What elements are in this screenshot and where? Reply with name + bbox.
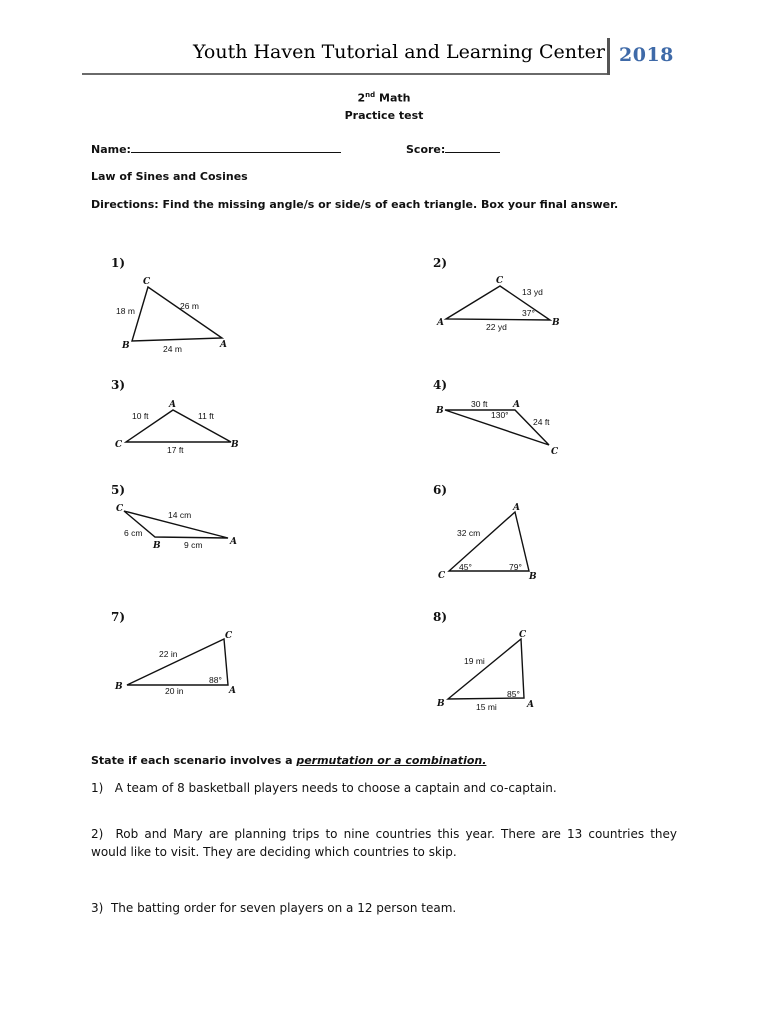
vertex-label: B [552,318,560,328]
vertex-label: A [220,340,227,350]
name-label: Name: [91,143,131,156]
triangle-4 [434,395,569,460]
side-label: 9 cm [184,540,203,550]
side-label: 32 cm [457,528,481,538]
angle-label: 88° [209,675,222,685]
triangle-3 [112,395,247,460]
header-divider [607,38,610,75]
side-label: 13 yd [522,287,543,297]
problem-number: 7) [111,610,126,624]
vertex-label: A [527,700,534,710]
vertex-label: A [230,537,237,547]
problem-number: 1) [111,256,126,270]
section-title: Law of Sines and Cosines [91,170,248,183]
side-label: 19 mi [464,656,485,666]
side-label: 18 m [116,306,135,316]
vertex-label: B [122,341,130,351]
angle-label: 79° [509,562,522,572]
triangle-8 [434,627,569,717]
side-label: 11 ft [198,411,214,421]
vertex-label: B [437,699,445,709]
angle-label: 85° [507,689,520,699]
triangle-1 [110,272,240,357]
triangle-6 [434,500,569,590]
vertex-label: A [513,503,520,513]
angle-label: 37° [522,308,535,318]
vertex-label: C [519,630,527,640]
problem-number: 8) [433,610,448,624]
side-label: 24 ft [533,417,550,427]
side-label: 17 ft [167,445,184,455]
side-label: 20 in [165,686,184,696]
section2-prefix: State if each scenario involves a [91,754,297,767]
subject-name: Math [375,91,411,105]
triangle-2 [434,272,569,337]
vertex-label: A [437,318,444,328]
scenario-item: 2) Rob and Mary are planning trips to nine countries this year. There are 13 countries they would like to visit. They are deciding which countries to skip. [91,827,677,859]
angle-label: 45° [459,562,472,572]
vertex-label: B [436,406,444,416]
header-year: 2018 [619,44,674,66]
vertex-label: C [551,447,559,457]
score-field[interactable] [406,142,500,156]
vertex-label: C [116,504,124,514]
problem-number: 4) [433,378,448,392]
side-label: 30 ft [471,399,488,409]
name-blank[interactable] [131,142,341,153]
vertex-label: B [231,440,239,450]
problem-number: 3) [111,378,126,392]
side-label: 26 m [180,301,199,311]
vertex-label: A [229,686,236,696]
scenario-item: 1) A team of 8 basketball players needs to choose a captain and co-captain. [91,781,557,795]
side-label: 15 mi [476,702,497,712]
grade-number: 2 [357,91,366,105]
vertex-label: C [115,440,123,450]
vertex-label: B [153,541,161,551]
angle-label: 130° [491,410,509,420]
vertex-label: A [169,400,176,410]
side-label: 22 yd [486,322,507,332]
side-label: 10 ft [132,411,149,421]
vertex-label: A [513,400,520,410]
vertex-label: C [143,277,151,287]
side-label: 24 m [163,344,182,354]
directions: Directions: Find the missing angle/s or side/s of each triangle. Box your final answer. [91,198,619,211]
side-label: 14 cm [168,510,192,520]
problem-number: 6) [433,483,448,497]
section2-highlight: permutation or a combination. [296,754,487,767]
problem-number: 5) [111,483,126,497]
side-label: 6 cm [124,528,143,538]
subtitle: Practice test [344,109,424,122]
vertex-label: C [225,631,233,641]
scenario-item: 3) The batting order for seven players on a 12 person team. [91,901,457,915]
vertex-label: B [529,572,537,582]
vertex-label: C [496,276,504,286]
score-blank[interactable] [445,142,500,153]
header-title: Youth Haven Tutorial and Learning Center [193,41,605,63]
score-label: Score: [406,143,446,156]
side-label: 22 in [159,649,178,659]
problem-number: 2) [433,256,448,270]
header-rule [82,73,608,75]
name-field[interactable] [91,142,341,156]
grade-suffix: nd [365,91,376,99]
subject-line [0,91,768,105]
triangle-5 [112,500,247,560]
vertex-label: B [115,682,123,692]
section2-instruction [91,754,486,767]
triangle-7 [112,627,247,702]
vertex-label: C [438,571,446,581]
